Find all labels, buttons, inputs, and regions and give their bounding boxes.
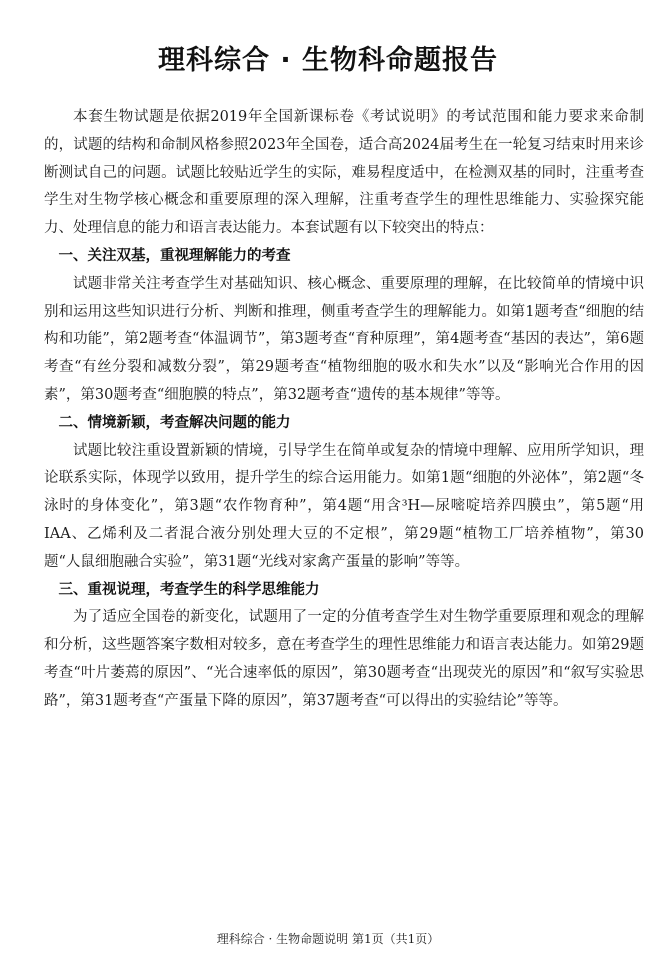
section-heading-3: 三、重视说理，考查学生的科学思维能力: [58, 581, 320, 598]
section-body-2: 试题比较注重设置新颖的情境，引导学生在简单或复杂的情境中理解、应用所学知识，理论联系实际，体现学以致用，提升学生的综合运用能力。如第1题“细胞的外泌体”，第2题“冬泳时的身体变化”，第3题“农作物育种”，第4题“用含³H—尿嘧啶培养四膜虫”，第5题“用IAA、乙烯利及二者混合液分别处理大豆的不定根”，第29题“植物工厂培养植物”，第30题“人鼠细胞融合实验”，第31题“光线对家禽产蛋量的影响”等等。: [44, 442, 644, 570]
document-body: [44, 104, 644, 716]
intro-paragraph: 本套生物试题是依据2019年全国新课标卷《考试说明》的考试范围和能力要求来命制的，试题的结构和命制风格参照2023年全国卷，适合高2024届考生在一轮复习结束时用来诊断测试自己的问题。试题比较贴近学生的实际，难易程度适中，在检测双基的同时，注重考查学生对生物学核心概念和重要原理的深入理解，注重考查学生的理性思维能力、实验探究能力、处理信息的能力和语言表达能力。本套试题有以下较突出的特点：: [44, 109, 644, 237]
page-title: 理科综合 · 生物科命题报告: [157, 45, 499, 76]
section-body-3: 为了适应全国卷的新变化，试题用了一定的分值考查学生对生物学重要原理和观念的理解和分析，这些题答案字数相对较多，意在考查学生的理性思维能力和语言表达能力。如第29题考查“叶片萎蔫的原因”、“光合速率低的原因”，第30题考查“出现荧光的原因”和“叙写实验思路”，第31题考查“产蛋量下降的原因”，第37题考查“可以得出的实验结论”等等。: [44, 609, 644, 709]
section-heading-1: 一、关注双基，重视理解能力的考查: [58, 247, 291, 264]
section-heading-2: 二、情境新颖，考查解决问题的能力: [58, 414, 291, 431]
section-body-1: 试题非常关注考查学生对基础知识、核心概念、重要原理的理解，在比较简单的情境中识别和运用这些知识进行分析、判断和推理，侧重考查学生的理解能力。如第1题考查“细胞的结构和功能”，第2题考查“体温调节”，第3题考查“育种原理”，第4题考查“基因的表达”，第6题考查“有丝分裂和减数分裂”，第29题考查“植物细胞的吸水和失水”以及“影响光合作用的因素”，第30题考查“细胞膜的特点”，第32题考查“遗传的基本规律”等等。: [44, 275, 644, 403]
page-footer: 理科综合 · 生物命题说明 第1页（共1页）: [216, 932, 440, 946]
